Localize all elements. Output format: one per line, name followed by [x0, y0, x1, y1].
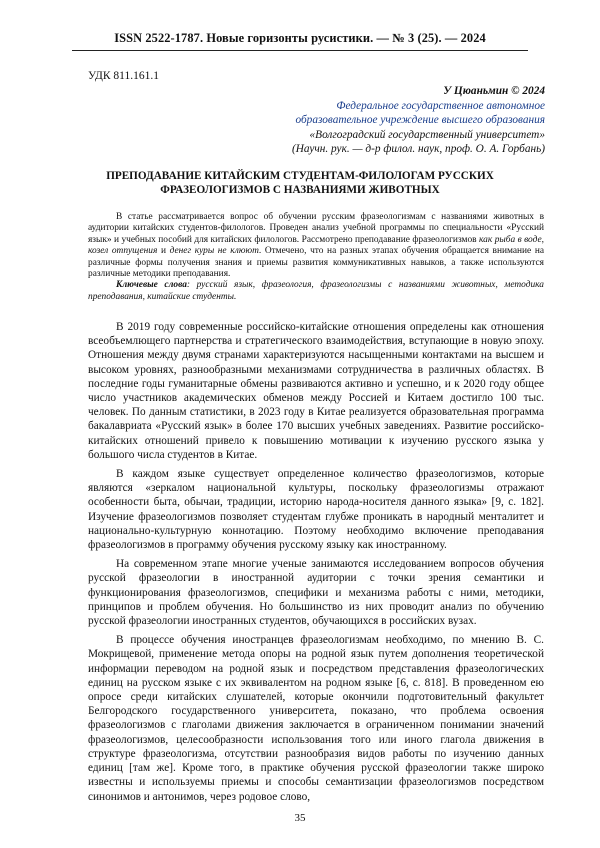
- abstract-example-3: денег куры не клюют: [169, 246, 259, 257]
- title-line-1: ПРЕПОДАВАНИЕ КИТАЙСКИМ СТУДЕНТАМ-ФИЛОЛОГАМ РУССКИХ: [106, 170, 494, 182]
- body-paragraph: В 2019 году современные российско-китайские отношения определены как отношения всеобъемлющего партнерства и стратегического взаимодействия, вступающие в новую эпоху. Отношения между двумя странами характеризуются насыщенными контактами на высшем и высоком уровнях, разнообразными механизмами сотрудничества в различных областях. В последние годы гуманитарные обмены развиваются активно и успешно, и к 2020 году общее число участников академических обменов между Россией и Китаем достигло 100 тыс. человек. По данным статистики, в 2023 году в Китае реализуется образовательная программа бакалавриата «Русский язык» в более 170 высших учебных заведениях. Развитие российско-китайских отношений привело к повышению мотивации к изучению русского языка у большого числа студентов в Китае.: [88, 321, 544, 461]
- abstract-separator-1: ,: [541, 234, 544, 245]
- title-line-2: ФРАЗЕОЛОГИЗМОВ С НАЗВАНИЯМИ ЖИВОТНЫХ: [160, 183, 440, 196]
- running-header: ISSN 2522-1787. Новые горизонты русистики. — № 3 (25). — 2024: [114, 31, 486, 45]
- header-divider: [72, 50, 528, 51]
- abstract: [88, 212, 544, 303]
- university-name: «Волгоградский государственный университет»: [309, 128, 545, 141]
- abstract-separator-2: и: [157, 246, 170, 257]
- keywords-list: : русский язык, фразеология, фразеологизмы с названиями животных, методика преподавания, китайские студенты.: [88, 280, 544, 302]
- author-affiliation: [292, 84, 545, 157]
- article-body: [88, 320, 544, 804]
- abstract-example-1: как рыба в воде: [479, 234, 542, 245]
- page-number: 35: [294, 812, 306, 824]
- organization-line-1: Федеральное государственное автономное: [336, 99, 545, 112]
- keywords-label: Ключевые слова: [116, 280, 187, 291]
- scientific-supervisor: (Научн. рук. — д-р филол. наук, проф. О. А. Горбань): [291, 143, 545, 156]
- body-paragraph: В каждом языке существует определенное количество фразеологизмов, которые являются «зеркалом национальной культуры, поскольку фразеологизмы отражают особенности быта, обычаи, традиции, историю народа-носителя данного языка» [9, с. 182]. Изучение фразеологизмов позволяет студентам глубже проникать в народный менталитет и национально-культурную коннотацию. Поэтому необходимо включение преподавания фразеологизмов в программу обучения русскому языку как иностранному.: [88, 468, 544, 552]
- abstract-text: [88, 212, 544, 280]
- article-title: [90, 170, 510, 197]
- udk-code: УДК 811.161.1: [88, 70, 159, 82]
- organization-line-2: образовательное учреждение высшего образования: [295, 114, 545, 127]
- author-name: У Цюаньмин © 2024: [443, 85, 545, 97]
- abstract-example-2: козел отпущения: [88, 246, 158, 257]
- body-paragraph: В процессе обучения иностранцев фразеологизмам необходимо, по мнению В. С. Мокрищевой, применение метода опоры на родной язык путем дополнения теоретической информации переводом на родной язык и посредством представления фразеологических единиц на русском языке с их эквивалентом на родном языке [6, с. 818]. В проведенном ею опросе среди китайских слушателей, которые окончили подготовительный факультет Белгородского государственного университета, показано, что проблема освоения фразеологизмов с глаголами движения заключается в ограниченном понимании значений фразеологизмов, целесообразности использования того или иного глагола движения в структуре фразеологизма, отсутствии разнообразия видов работы по изучению данных единиц [там же]. Кроме того, в практике обучения русской фразеологии также широко известны и используемы приемы и способы семантизации фразеологизмов посредством синонимов и антонимов, через родовое слово,: [88, 634, 544, 803]
- abstract-text-part-2: . Отмечено, что на разных этапах обучения обращается внимание на различные формы получения знания и приемы развития коммуникативных навыков, а также используются различные методики преподавания.: [88, 246, 544, 280]
- keywords: [88, 280, 544, 303]
- abstract-text-part-1: В статье рассматривается вопрос об обучении русским фразеологизмам с названиями животных в аудитории китайских студентов-филологов. Проведен анализ учебной программы по специальности «Русский язык» и учебных пособий для китайских филологов. Рассмотрено преподавание фразеологизмов: [88, 212, 544, 245]
- body-paragraph: На современном этапе многие ученые занимаются исследованием вопросов обучения русской фразеологии в иностранной аудитории с точки зрения семантики и функционирования фразеологизмов, специфики и механизма работы с ними, методики, принципов и проблем обучения. Но большинство из них проводит анализ по обучению русской фразеологии иностранных студентов, обучающихся в российских вузах.: [88, 558, 544, 628]
